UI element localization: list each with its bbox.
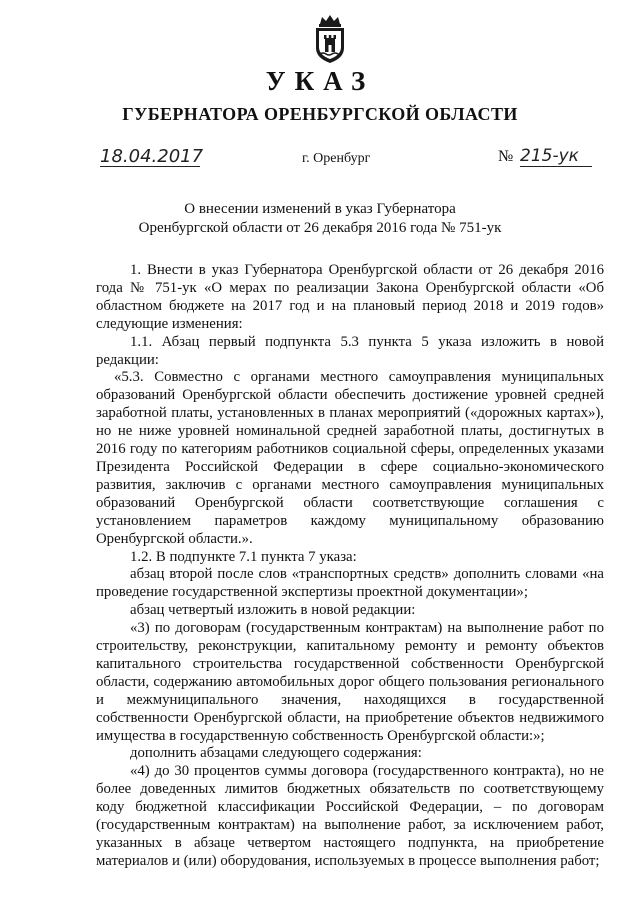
body-paragraph: «5.3. Совместно с органами местного самоуправления муниципальных образований Оренбургской области обеспечить достижение уровней средней заработной платы, установленных в планах мероприятий («дорожных картах»), но не ниже уровней номинальной средней заработной платы, достигнутых в 2016 году по категориям работников социальной сферы, определенных указами Президента Российской Федерации в сфере социально-экономического развития, заключив с органами местного самоуправления муниципальных образований Оренбургской области соответствующие соглашения с установлением параметров каждому муниципальному образованию Оренбургской области.». (96, 369, 604, 547)
decree-heading-line: Оренбургской области от 26 декабря 2016 года № 751-ук (138, 220, 502, 236)
decree-title: УКАЗ (265, 66, 375, 96)
body-paragraph: абзац второй после слов «транспортных средств» дополнить словами «на проведение государственной экспертизы проектной документации»; (96, 566, 604, 601)
body-paragraph: 1. Внести в указ Губернатора Оренбургской области от 26 декабря 2016 года № 751-ук «О мерах по реализации Закона Оренбургской области «Об областном бюджете на 2017 год и на плановый период 2018 и 2019 годов» следующие изменения: (96, 262, 604, 332)
body-paragraph: абзац четвертый изложить в новой редакции: (130, 602, 416, 619)
decree-heading (0, 200, 640, 238)
body-paragraph: «3) по договорам (государственным контрактам) на выполнение работ по строительству, реконструкции, капитальному ремонту и ремонту объектов капитального строительства государственной собственности Оренбургской области, содержанию автомобильных дорог общего пользования регионального и межмуниципального значения, находящихся в государственной собственности Оренбургской области, на приобретение объектов недвижимого имущества в государственную собственность Оренбургской области:»; (96, 620, 604, 744)
body-paragraph: 1.1. Абзац первый подпункта 5.3 пункта 5 указа изложить в новой редакции: (96, 333, 604, 368)
body-paragraph: 1.2. В подпункте 7.1 пункта 7 указа: (130, 548, 357, 565)
decree-issuer: ГУБЕРНАТОРА ОРЕНБУРГСКОЙ ОБЛАСТИ (122, 104, 518, 124)
oblast-coat-of-arms-icon (310, 14, 350, 64)
decree-number-label: № (498, 148, 514, 165)
decree-city: г. Оренбург (302, 151, 371, 166)
body-paragraph: «4) до 30 процентов суммы договора (государственного контракта), но не более доведенных лимитов бюджетных обязательств по соответствующему коду бюджетной классификации Российской Федерации, – по договорам (государственным контрактам) на выполнение работ, за исключением работ, указанных в абзаце четвертом настоящего подпункта, на приобретение материалов и (или) оборудования, используемых в процессе выполнения работ; (96, 763, 604, 869)
decree-date: 18.04.2017 (100, 146, 204, 167)
body-paragraph: дополнить абзацами следующего содержания: (130, 745, 422, 762)
decree-body (96, 262, 604, 871)
decree-number: 215-ук (520, 146, 592, 167)
decree-heading-line: О внесении изменений в указ Губернатора (184, 201, 456, 217)
coat-of-arms-icon (310, 14, 350, 64)
